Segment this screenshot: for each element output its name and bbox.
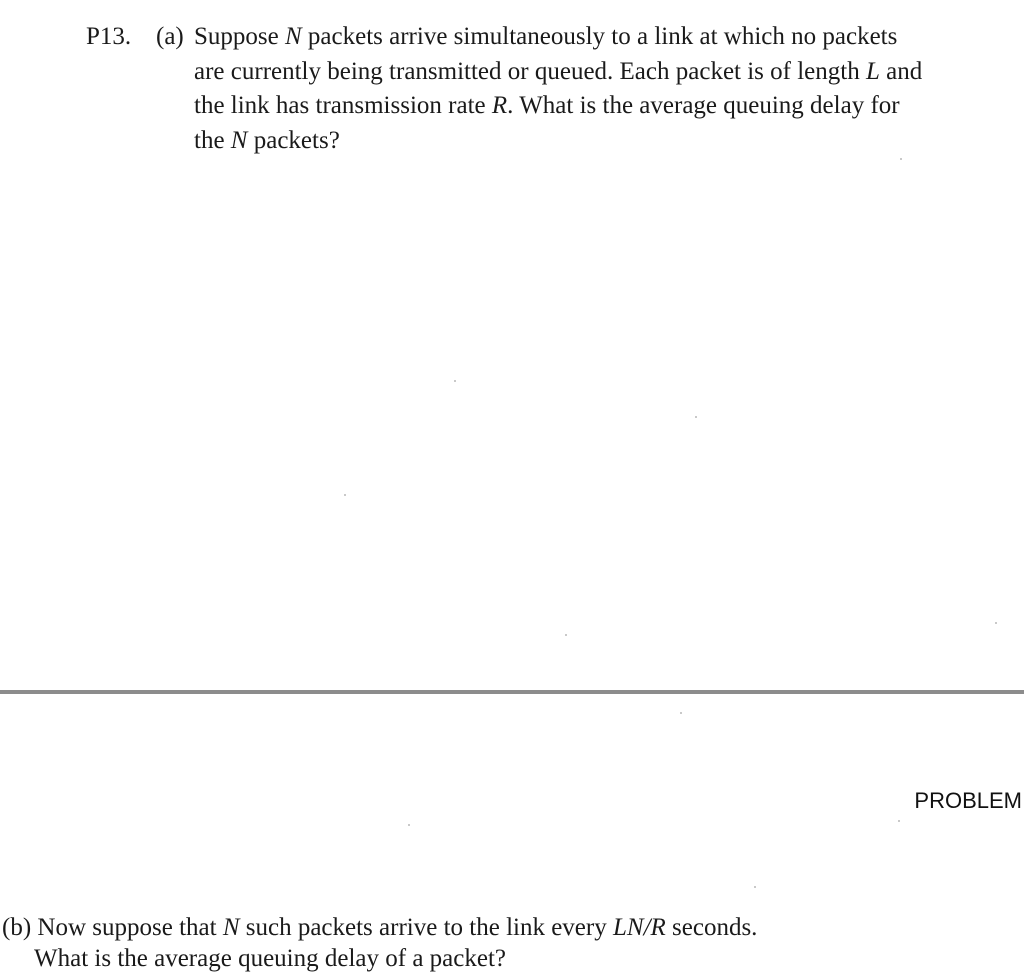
problem-number: P13. — [86, 23, 132, 50]
scan-speck — [454, 380, 456, 382]
part-a-marker: (a) — [156, 23, 184, 50]
part-a-text: packets arrive simultaneously to a link at which no packets — [301, 23, 898, 50]
part-b-text: such packets arrive to the link every — [239, 914, 613, 941]
variable-n: N — [284, 23, 302, 50]
part-a-text: and — [879, 57, 923, 85]
variable-ln-over-r: LN/R — [612, 914, 666, 941]
problem-part-b — [2, 912, 757, 974]
variable-n: N — [222, 914, 240, 941]
part-a-text: are currently being transmitted or queued. Each packet is of length — [194, 57, 866, 85]
page-divider — [0, 690, 1024, 694]
part-a-text: packets? — [247, 126, 340, 154]
part-a-text: . What is the average queuing delay for — [507, 92, 900, 119]
variable-r: R — [491, 92, 508, 119]
cropped-text-line — [300, 0, 306, 15]
part-b-text: (b) Now suppose that — [2, 914, 223, 941]
part-a-text: the — [194, 126, 231, 154]
part-b-line-2: What is the average queuing delay of a packet? — [34, 945, 506, 972]
part-a-text: Suppose — [194, 23, 285, 50]
scan-speck — [408, 824, 410, 826]
scan-speck — [565, 634, 567, 636]
scan-speck — [898, 820, 900, 822]
scan-speck — [995, 622, 997, 624]
problem-part-a — [156, 20, 1016, 158]
scan-speck — [695, 416, 697, 418]
running-head: PROBLEM — [914, 788, 1022, 813]
part-a-text: the link has transmission rate — [194, 92, 492, 119]
scan-speck — [680, 712, 682, 714]
part-a-line-1 — [156, 20, 1016, 55]
variable-n: N — [230, 126, 248, 154]
part-b-line-1 — [2, 912, 757, 943]
part-a-line-3 — [156, 89, 1016, 124]
part-a-line-4 — [156, 124, 1016, 159]
part-b-text: seconds. — [665, 914, 758, 941]
scan-speck — [754, 886, 756, 888]
scan-speck — [900, 158, 902, 160]
part-a-line-2 — [156, 55, 1016, 90]
scan-speck — [344, 494, 346, 496]
variable-l: L — [865, 57, 880, 85]
